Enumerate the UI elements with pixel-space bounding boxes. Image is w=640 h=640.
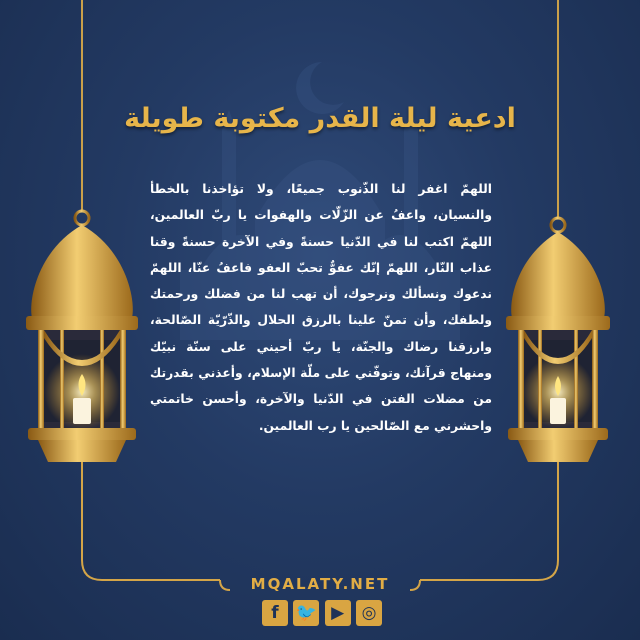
social-links — [262, 600, 382, 628]
instagram-icon[interactable]: ◎ — [356, 600, 382, 626]
facebook-icon[interactable]: f — [262, 600, 288, 626]
page-title: ادعية ليلة القدر مكتوبة طويلة — [124, 103, 516, 134]
right-lantern — [494, 0, 626, 470]
dua-text: اللهمّ اغفر لنا الذّنوب جميعًا، ولا تؤاخذنا بالخطأ والنسيان، واعفُ عن الزّلّات والهفوات يا ربّ العالمين، اللهمّ اكتب لنا في الدّنيا حسنةً وفي الآخرة حسنةً وقنا عذاب النّار، اللهمّ إنّك عفوٌّ تحبّ العفو فاعفُ عنّا، اللهمّ ندعوك ونسألك ونرجوك، أن تهب لنا من فضلك ورحمتك ولطفك، وأن تمنّ علينا بالرزق الحلال والذّرّيّة الصّالحة، وارزقنا رضاك والجنّة، يا ربّ أحيني على سنّة نبيّك ومنهاج قرآنك، وتوفّني على ملّة الإسلام، وأعذني بقدرتك من مضلات الفتن في الدّنيا والآخرة، وأحسن خاتمتي واحشرني مع الصّالحين يا رب العالمين. — [150, 182, 492, 433]
twitter-icon[interactable]: 🐦 — [293, 600, 319, 626]
youtube-icon[interactable]: ▶ — [325, 600, 351, 626]
website-label[interactable]: MQALATY.NET — [250, 575, 390, 593]
left-lantern — [18, 0, 150, 470]
